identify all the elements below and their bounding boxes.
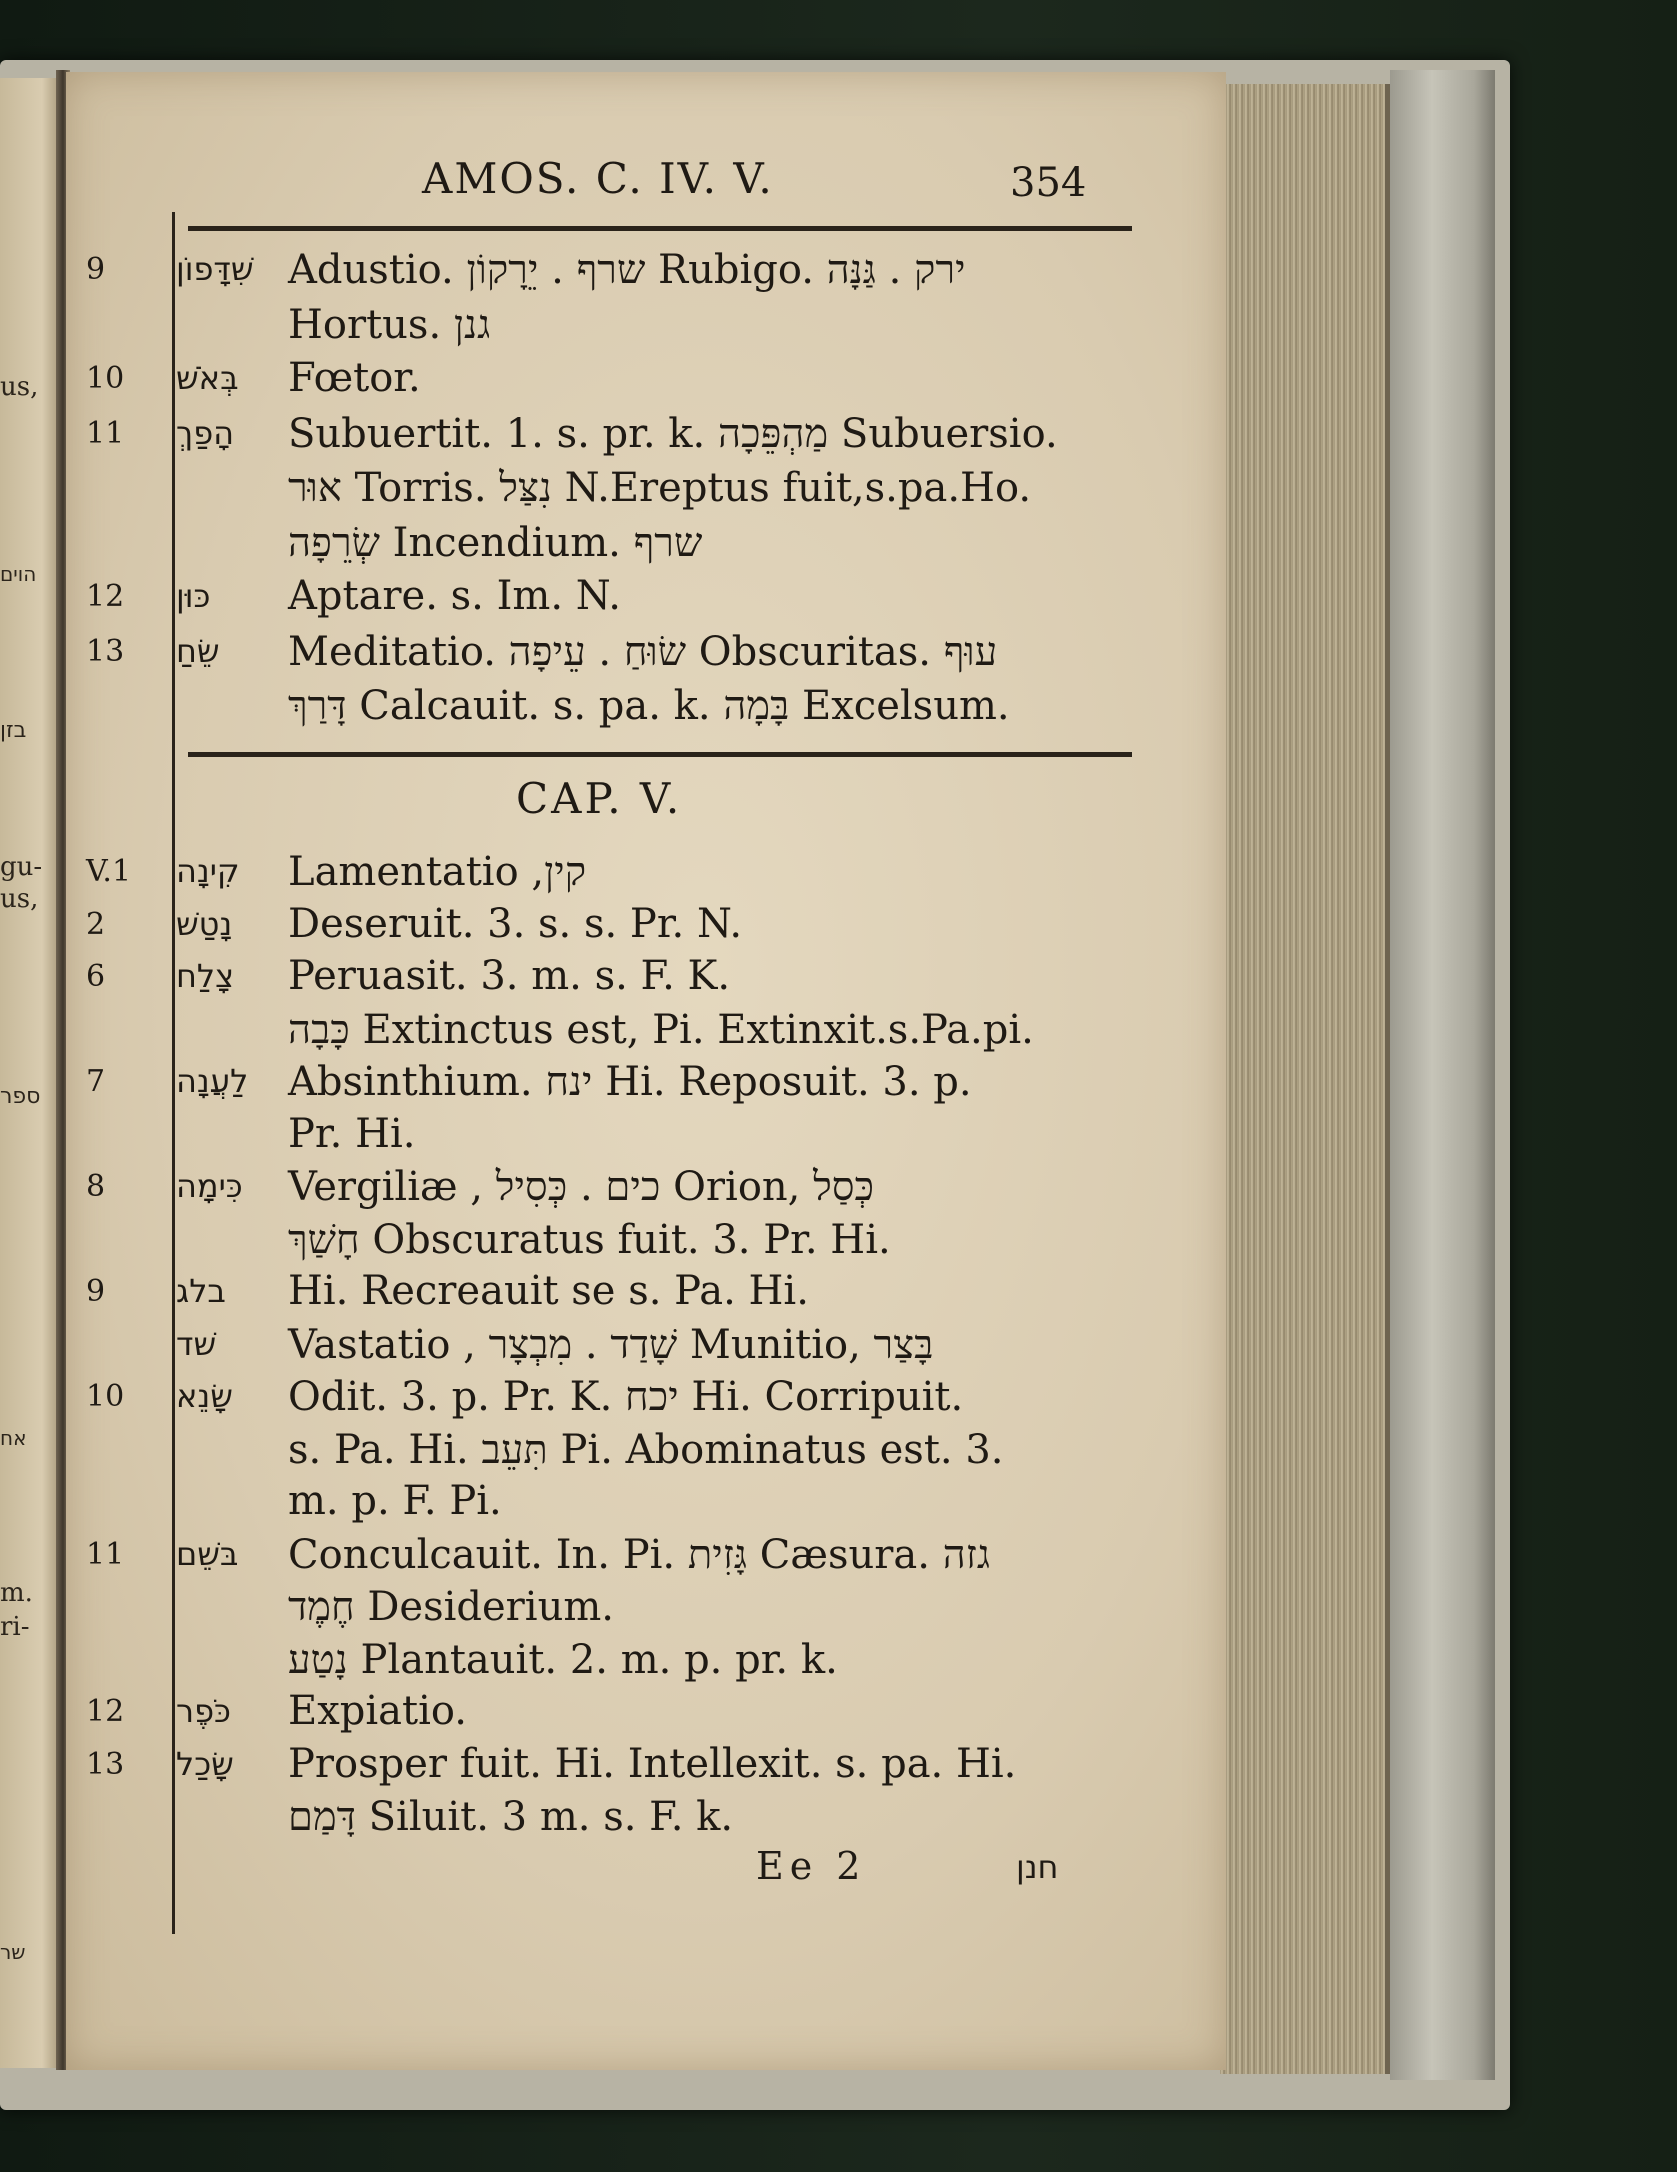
gloss-line: חֶמֶד Desiderium. <box>288 1584 614 1630</box>
gloss-line: Conculcauit. In. Pi. גָּזִית Cæsura. גזה <box>288 1531 991 1578</box>
verse-number: 10 <box>86 361 125 396</box>
verse-number: 11 <box>86 1536 125 1572</box>
left-fragment: ri- <box>0 1612 30 1642</box>
gloss-line: Prosper fuit. Hi. Intellexit. s. pa. Hi. <box>288 1740 1017 1787</box>
book-spine <box>1390 70 1495 2080</box>
hebrew-headword: בלג <box>176 1272 226 1310</box>
gloss-line: m. p. F. Pi. <box>288 1478 502 1524</box>
left-fragment: ספר <box>0 1084 41 1109</box>
verse-number: 8 <box>86 1169 106 1204</box>
gloss-line: Odit. 3. p. Pr. K. יכח Hi. Corripuit. <box>288 1374 964 1420</box>
verse-number: 7 <box>86 1064 106 1099</box>
hebrew-headword: בְּאֹשׁ <box>176 359 239 397</box>
gloss-line: Pr. Hi. <box>288 1110 416 1157</box>
running-head: AMOS. C. IV. V. <box>422 154 774 203</box>
gloss-line: חָשַׁךְ Obscuratus fuit. 3. Pr. Hi. <box>288 1216 891 1263</box>
gloss-line: Deseruit. 3. s. s. Pr. N. <box>288 900 743 947</box>
header-rule <box>188 226 1132 231</box>
catchword: חנן <box>1016 1848 1059 1886</box>
gloss-line: כָּבָה Extinctus est, Pi. Extinxit.s.Pa.pi. <box>288 1006 1034 1053</box>
signature-mark: Ee 2 <box>756 1844 867 1888</box>
gloss-line: Adustio. שרף . יֵרָקוֹן Rubigo. ירק . גַּנָּה <box>288 247 966 293</box>
gloss-line: Vastatio , שָׁדַד . מִבְצָר Munitio, בָּצַר <box>288 1321 934 1368</box>
gloss-line: דָּמַם Siluit. 3 m. s. F. k. <box>288 1794 734 1840</box>
page-number: 354 <box>1010 160 1087 206</box>
hebrew-headword: שָׂנֵא <box>176 1377 233 1415</box>
verse-number: 12 <box>86 579 125 614</box>
hebrew-headword: בּשֵׁם <box>176 1534 239 1573</box>
verse-number: 13 <box>86 1746 125 1782</box>
verse-number: 10 <box>86 1379 125 1414</box>
hebrew-headword: נָטַשׁ <box>176 904 233 943</box>
hebrew-headword: שֵׂחַ <box>176 631 220 670</box>
hebrew-headword: שׁד <box>176 1324 217 1363</box>
left-fragment: בזן <box>0 718 27 743</box>
gloss-line: s. Pa. Hi. תִּעֵב Pi. Abominatus est. 3. <box>288 1426 1004 1473</box>
hebrew-headword: לַעֲנָה <box>176 1062 249 1100</box>
left-fragment: אח <box>0 1426 27 1450</box>
right-page <box>66 72 1226 2070</box>
hebrew-headword: הָפַךְ <box>176 413 235 452</box>
left-fragment: הוים <box>0 562 37 586</box>
hebrew-headword: כֹּפֶר <box>176 1692 231 1730</box>
gloss-line: Fœtor. <box>288 355 421 401</box>
left-fragment: us, <box>0 884 39 914</box>
left-fragment: us, <box>0 372 39 402</box>
page-edges <box>1220 84 1391 2074</box>
verse-number: 9 <box>86 1274 106 1309</box>
gloss-line: Hortus. גנן <box>288 301 491 348</box>
hebrew-headword: קִינָה <box>176 852 240 890</box>
verse-number: 2 <box>86 906 106 942</box>
verse-number: 12 <box>86 1694 125 1729</box>
margin-rule <box>172 212 175 1934</box>
hebrew-headword: כּוּן <box>176 577 211 615</box>
left-page-edge <box>0 78 60 2068</box>
gloss-line: Peruasit. 3. m. s. F. K. <box>288 953 731 999</box>
gloss-line: Lamentatio ,קין <box>288 849 587 895</box>
hebrew-headword: שָׂכַל <box>176 1744 234 1783</box>
verse-number: 13 <box>86 633 125 669</box>
left-fragment: gu- <box>0 852 43 882</box>
gloss-line: Vergiliæ , כים . כְּסִיל Orion, כְּסַל <box>288 1164 875 1210</box>
verse-number: 6 <box>86 959 106 994</box>
gloss-line: Absinthium. ינח Hi. Reposuit. 3. p. <box>288 1059 972 1105</box>
gloss-line: נָטַע Plantauit. 2. m. p. pr. k. <box>288 1636 838 1683</box>
gloss-line: דָּרַךְ Calcauit. s. pa. k. בָּמָה Excelsum. <box>288 683 1010 729</box>
gloss-line: Hi. Recreauit se s. Pa. Hi. <box>288 1268 809 1314</box>
hebrew-headword: שִׁדָּפוֹן <box>176 250 254 288</box>
gloss-line: אוּר Torris. נִצַּל N.Ereptus fuit,s.pa.Ho. <box>288 465 1032 511</box>
hebrew-headword: כִּימָה <box>176 1167 243 1205</box>
chapter-heading: CAP. V. <box>516 774 683 823</box>
verse-number: 11 <box>86 415 125 451</box>
verse-number: 9 <box>86 252 106 287</box>
gloss-line: Meditatio. שׂוּחַ . עֵיפָה Obscuritas. עוּף <box>288 628 998 675</box>
chapter-divider <box>188 752 1132 757</box>
left-fragment: שר <box>0 1940 26 1964</box>
gloss-line: Aptare. s. Im. N. <box>288 573 621 619</box>
gloss-line: Subuertit. 1. s. pr. k. מַהְפֵּכָה Subuersio. <box>288 410 1058 457</box>
hebrew-headword: צָלַח <box>176 957 235 995</box>
gloss-line: Expiatio. <box>288 1688 467 1734</box>
left-fragment: m. <box>0 1578 33 1608</box>
verse-number: V.1 <box>86 854 132 889</box>
gloss-line: שְׂרֵפָה Incendium. שרף <box>288 519 703 566</box>
